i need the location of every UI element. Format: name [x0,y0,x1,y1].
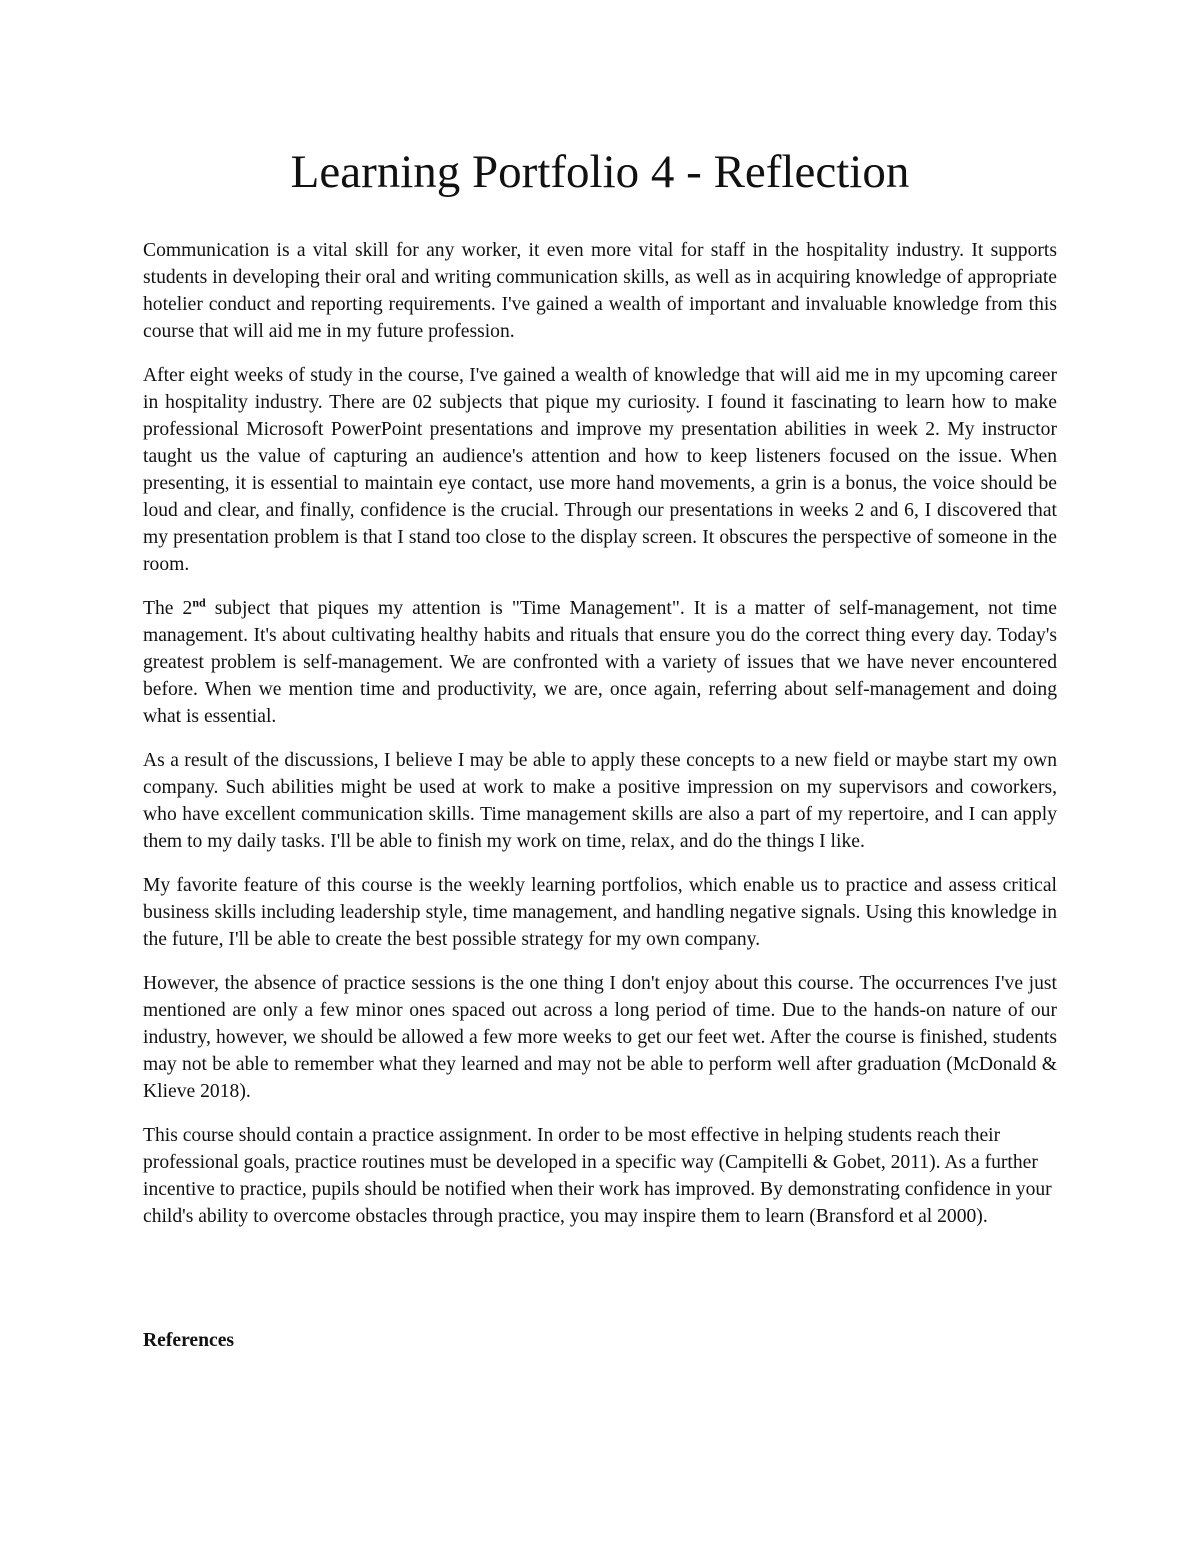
paragraph-discussions: As a result of the discussions, I believe I may be able to apply these concepts to a new field or maybe start my own company. Such abilities might be used at work to make a positive impression on my supervisors and coworkers, who have excellent communication skills. Time management skills are also a part of my repertoire, and I can apply them to my daily tasks. I'll be able to finish my work on time, relax, and do the things I like. [143,750,1057,852]
paragraph-text-after: subject that piques my attention is "Time Management". It is a matter of self-management, not time management. It's about cultivating healthy habits and rituals that ensure you do the correct thing every day. Today's greatest problem is self-management. We are confronted with a variety of issues that we have never encountered before. When we mention time and productivity, we are, once again, referring about self-management and doing what is essential. [143,598,1057,727]
paragraph-practice-assignment: This course should contain a practice assignment. In order to be most effective in helping students reach their professional goals, practice routines must be developed in a specific way (Campitelli & Gobet, 2011). As a further incentive to practice, pupils should be notified when their work has improved. By demonstrating confidence in your child's ability to overcome obstacles through practice, you may inspire them to learn (Bransford et al 2000). [143,1125,1052,1227]
ordinal-superscript: nd [192,595,206,610]
document-title: Learning Portfolio 4 - Reflection [290,146,910,198]
document-body [143,237,1057,1247]
references-heading: References [143,1330,235,1351]
paragraph-communication: Communication is a vital skill for any worker, it even more vital for staff in the hospitality industry. It supports students in developing their oral and writing communication skills, as well as in acquiring knowledge of appropriate hotelier conduct and reporting requirements. I've gained a wealth of important and invaluable knowledge from this course that will aid me in my future profession. [143,240,1057,342]
paragraph-practice-sessions: However, the absence of practice sessions is the one thing I don't enjoy about this course. The occurrences I've just mentioned are only a few minor ones spaced out across a long period of time. Due to the hands-on nature of our industry, however, we should be allowed a few more weeks to get our feet wet. After the course is finished, students may not be able to remember what they learned and may not be able to perform well after graduation (McDonald & Klieve 2018). [143,973,1057,1102]
paragraph-eight-weeks: After eight weeks of study in the course, I've gained a wealth of knowledge that will aid me in my upcoming career in hospitality industry. There are 02 subjects that pique my curiosity. I found it fascinating to learn how to make professional Microsoft PowerPoint presentations and improve my presentation abilities in week 2. My instructor taught us the value of capturing an audience's attention and how to keep listeners focused on the issue. When presenting, it is essential to maintain eye contact, use more hand movements, a grin is a bonus, the voice should be loud and clear, and finally, confidence is the crucial. Through our presentations in weeks 2 and 6, I discovered that my presentation problem is that I stand too close to the display screen. It obscures the perspective of someone in the room. [143,365,1057,575]
paragraph-text-before: The 2 [143,598,193,619]
paragraph-favorite-feature: My favorite feature of this course is the weekly learning portfolios, which enable us to practice and assess critical business skills including leadership style, time management, and handling negative signals. Using this knowledge in the future, I'll be able to create the best possible strategy for my own company. [143,875,1057,950]
paragraph-time-management [143,595,1057,730]
